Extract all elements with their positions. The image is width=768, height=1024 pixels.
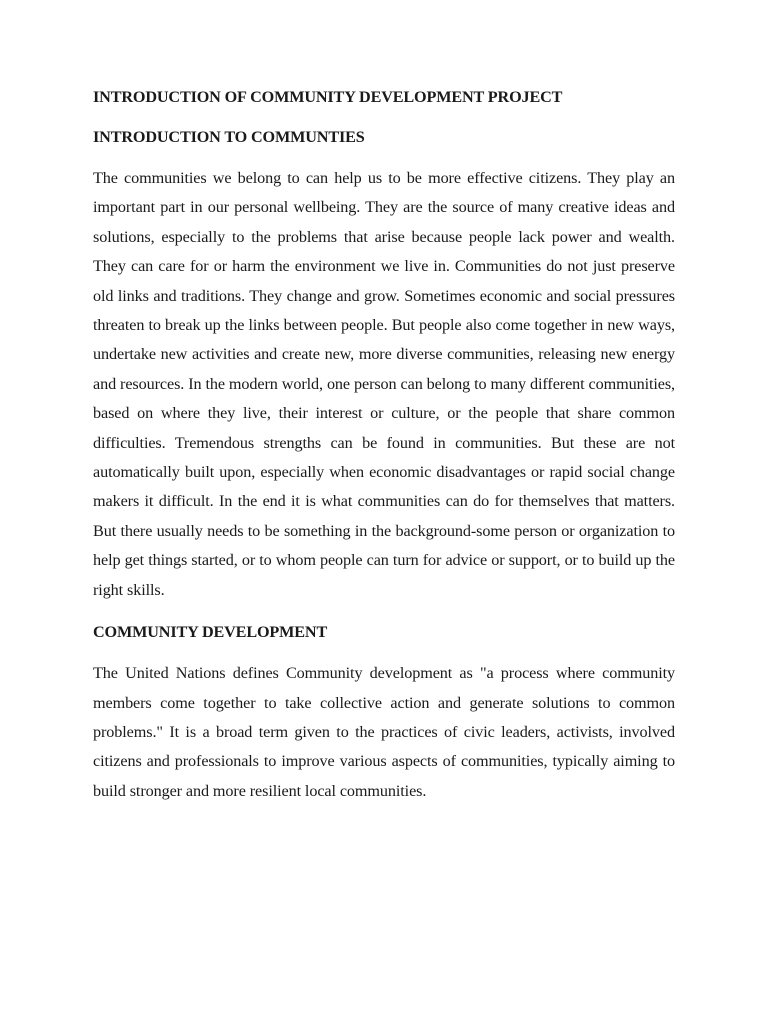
section-heading-community-development: COMMUNITY DEVELOPMENT	[93, 623, 328, 642]
section-heading-communities: INTRODUCTION TO COMMUNTIES	[93, 128, 365, 146]
paragraph-community-development: The United Nations defines Community development as "a process where community members come together to take collective action and generate solutions to common problems." It is a broad term given to the practices of civic leaders, activists, involved citizens and professionals to improve various aspects of communities, typically aiming to build stronger and more resilient local communities.	[93, 664, 675, 800]
paragraph-communities: The communities we belong to can help us to be more effective citizens. They play an important part in our personal wellbeing. They are the source of many creative ideas and solutions, especially to the problems that arise because people lack power and wealth. They can care for or harm the environment we live in. Communities do not just preserve old links and traditions. They change and grow. Sometimes economic and social pressures threaten to break up the links between people. But people also come together in new ways, undertake new activities and create new, more diverse communities, releasing new energy and resources. In the modern world, one person can belong to many different communities, based on where they live, their interest or culture, or the people that share common difficulties. Tremendous strengths can be found in communities. But these are not automatically built upon, especially when economic disadvantages or rapid social change makers it difficult. In the end it is what communities can do for themselves that matters. But there usually needs to be something in the background-some person or organization to help get things started, or to whom people can turn for advice or support, or to build up the right skills.	[93, 169, 675, 599]
document-body	[93, 84, 675, 806]
document-title: INTRODUCTION OF COMMUNITY DEVELOPMENT PROJECT	[93, 88, 563, 106]
